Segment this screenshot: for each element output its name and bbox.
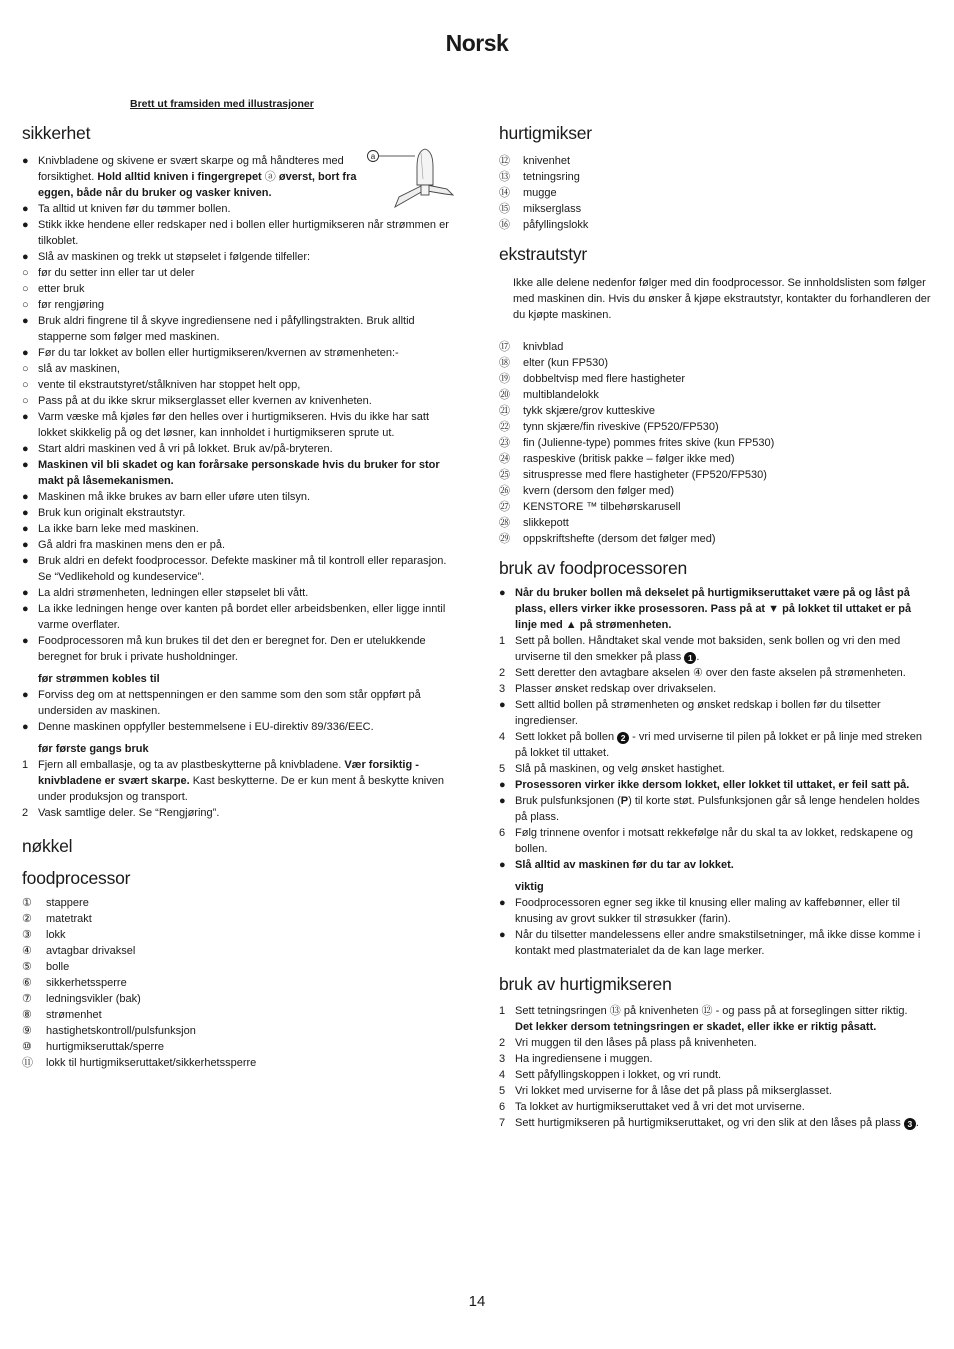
safety-item: ● Bruk aldri fingrene til å skyve ingrediensene ned i påfyllingstrakten. Bruk alltid stapperne som følger med maskinen. xyxy=(22,315,415,343)
bullet-icon: ● xyxy=(499,859,506,871)
safety-item: ● Slå av maskinen og trekk ut støpselet i følgende tilfeller: xyxy=(22,251,311,263)
safety-subitem: ○ slå av maskinen, xyxy=(22,363,120,375)
item-label: bolle xyxy=(46,961,70,973)
circle-bullet-icon: ○ xyxy=(22,395,29,407)
accessory-list-item xyxy=(499,355,933,371)
item-number: ㉙ xyxy=(499,533,510,545)
item-label: matetrakt xyxy=(46,913,92,925)
usage-step: 6 Følg trinnene ovenfor i motsatt rekkefølge når du skal ta av lokket, redskapene og bollen. xyxy=(499,827,914,855)
usage-step: 5 Slå på maskinen, og velg ønsket hastighet. xyxy=(499,763,725,775)
bullet-icon: ● xyxy=(22,203,29,215)
item-number: ㉘ xyxy=(499,517,510,529)
arrow-down-icon: ▼ xyxy=(768,603,780,615)
part-list-item xyxy=(22,943,454,959)
bullet-icon: ● xyxy=(499,795,506,807)
safety-item: ● Varm væske må kjøles før den helles over i hurtigmikseren. Hvis du ikke har satt lokket skikkelig på og det løsner, kan innholdet i hurtigmikseren sprute ut. xyxy=(22,411,430,439)
usage-step: 3 Plasser ønsket redskap over drivakselen. xyxy=(499,683,717,695)
item-number: ⑲ xyxy=(499,373,510,385)
item-label: dobbeltvisp med flere hastigheter xyxy=(523,373,686,385)
bullet-icon: ● xyxy=(499,699,506,711)
bullet-icon: ● xyxy=(22,411,29,423)
item-number: ⑥ xyxy=(22,977,32,989)
part-list-item xyxy=(22,911,454,927)
item-number: ⑫ xyxy=(499,155,510,167)
bullet-icon: ● xyxy=(22,523,29,535)
safety-subitem: ○ før du setter inn eller tar ut deler xyxy=(22,267,195,279)
accessory-list-item xyxy=(499,371,933,387)
circle-bullet-icon: ○ xyxy=(22,299,29,311)
bullet-icon: ● xyxy=(22,219,29,231)
item-number: ⑩ xyxy=(22,1041,32,1053)
safety-item: ● Bruk aldri en defekt foodprocessor. Defekte maskiner må til kontroll eller reparasjon. Se “Vedlikehold og kundeservice”. xyxy=(22,555,447,583)
circle-bullet-icon: ○ xyxy=(22,379,29,391)
section-heading-foodprocessor: foodprocessor xyxy=(22,868,131,888)
section-heading-hurtigmikser: hurtigmikser xyxy=(499,123,592,143)
safety-item: ● Før du tar lokket av bollen eller hurtigmikseren/kvernen av strømenheten:- xyxy=(22,347,399,359)
important-item: ● Foodprocessoren egner seg ikke til knusing eller maling av kaffebønner, eller til knusing av grovt sukker til strøsukker (farin). xyxy=(499,897,900,925)
figure-badge-icon: 3 xyxy=(904,1118,916,1130)
item-number: ② xyxy=(22,913,32,925)
part-list-item xyxy=(499,217,933,233)
blender-step: 6 Ta lokket av hurtigmikseruttaket ved å vri det mot urviserne. xyxy=(499,1101,805,1113)
bullet-icon: ● xyxy=(499,897,506,909)
accessory-list-item xyxy=(499,339,933,355)
bullet-icon: ● xyxy=(22,491,29,503)
blender-step: 3 Ha ingrediensene i muggen. xyxy=(499,1053,653,1065)
item-label: stappere xyxy=(46,897,89,909)
blender-warning: Det lekker dersom tetningsringen er skadet, eller ikke er riktig påsatt. xyxy=(515,1021,877,1033)
accessory-list-item xyxy=(499,387,933,403)
item-label: fin (Julienne-type) pommes frites skive (kun FP530) xyxy=(523,437,775,449)
pulse-icon: P xyxy=(620,795,629,807)
safety-subitem: ○ Pass på at du ikke skrur mikserglasset eller kvernen av knivenheten. xyxy=(22,395,372,407)
item-number: ㉑ xyxy=(499,405,510,417)
safety-item: ● Stikk ikke hendene eller redskaper ned i bollen eller hurtigmikseren når strømmen er tilkoblet. xyxy=(22,219,449,247)
item-number: ⑨ xyxy=(22,1025,32,1037)
item-label: sikkerhetssperre xyxy=(46,977,127,989)
item-number: ⑭ xyxy=(499,187,510,199)
first-use-step: 1 Fjern all emballasje, og ta av plastbeskytterne på knivbladene. Vær forsiktig - knivbladene er svært skarpe. Kast beskytterne. De er kun ment å beskytte kniven under produksjon og transport. xyxy=(22,759,444,803)
bullet-icon: ● xyxy=(22,587,29,599)
figure-badge-icon: 2 xyxy=(617,732,629,744)
item-label: påfyllingslokk xyxy=(523,219,589,231)
first-use-step: 2 Vask samtlige deler. Se “Rengjøring”. xyxy=(22,807,220,819)
item-label: kvern (dersom den følger med) xyxy=(523,485,674,497)
part-list-item xyxy=(22,1055,454,1071)
item-label: avtagbar drivaksel xyxy=(46,945,136,957)
bullet-icon: ● xyxy=(22,689,29,701)
item-number: ① xyxy=(22,897,32,909)
page-title: Norsk xyxy=(445,30,509,56)
part-list-item xyxy=(22,1007,454,1023)
accessory-list-item xyxy=(499,435,933,451)
part-list-item xyxy=(22,1023,454,1039)
circle-bullet-icon: ○ xyxy=(22,283,29,295)
item-label: strømenhet xyxy=(46,1009,102,1021)
circle-bullet-icon: ○ xyxy=(22,267,29,279)
arrow-up-icon: ▲ xyxy=(565,619,577,631)
part-list-item xyxy=(499,201,933,217)
bullet-icon: ● xyxy=(22,315,29,327)
page-number: 14 xyxy=(468,1293,486,1310)
bullet-icon: ● xyxy=(499,587,506,599)
bullet-icon: ● xyxy=(22,603,29,615)
safety-subitem: ○ etter bruk xyxy=(22,283,85,295)
safety-subitem: ○ før rengjøring xyxy=(22,299,105,311)
item-label: tynn skjære/fin riveskive (FP520/FP530) xyxy=(523,421,719,433)
bullet-icon: ● xyxy=(499,779,506,791)
item-label: hastighetskontroll/pulsfunksjon xyxy=(46,1025,196,1037)
usage-step: 2 Sett deretter den avtagbare akselen ④ over den faste akselen på strømenheten. xyxy=(499,667,906,679)
item-label: knivblad xyxy=(523,341,564,353)
usage-item: ● Slå alltid av maskinen før du tar av lokket. xyxy=(499,859,734,871)
part-list-item xyxy=(22,927,454,943)
part-list-item xyxy=(22,959,454,975)
item-label: raspeskive (britisk pakke – følger ikke med) xyxy=(523,453,735,465)
accessory-list-item xyxy=(499,483,933,499)
item-label: mikserglass xyxy=(523,203,582,215)
item-number: ⑦ xyxy=(22,993,32,1005)
important-item: ● Når du tilsetter mandelessens eller andre smakstilsetninger, må ikke disse komme i kontakt med plastmaterialet da de kan lage merker. xyxy=(499,929,921,957)
blender-step: 5 Vri lokket med urviserne for å låse det på plass på mikserglasset. xyxy=(499,1085,832,1097)
usage-item: ● Sett alltid bollen på strømenheten og ønsket redskap i bollen før du tilsetter ingredienser. xyxy=(499,699,881,727)
power-item: ● Denne maskinen oppfyller bestemmelsene i EU-direktiv 89/336/EEC. xyxy=(22,721,374,733)
item-number: ⑤ xyxy=(22,961,32,973)
safety-item: ● Gå aldri fra maskinen mens den er på. xyxy=(22,539,226,551)
safety-item: ● Start aldri maskinen ved å vri på lokket. Bruk av/på-bryteren. xyxy=(22,443,333,455)
item-label: knivenhet xyxy=(523,155,571,167)
bullet-icon: ● xyxy=(22,507,29,519)
bullet-icon: ● xyxy=(22,721,29,733)
part-list-item xyxy=(499,169,933,185)
safety-item: ● La ikke ledningen henge over kanten på bordet eller arbeidsbenken, eller ligge inntil varme overflater. xyxy=(22,603,446,631)
accessory-list-item xyxy=(499,515,933,531)
item-label: mugge xyxy=(523,187,557,199)
left-column xyxy=(22,120,454,1071)
accessory-list-item xyxy=(499,403,933,419)
subheading-power: før strømmen kobles til xyxy=(38,673,160,685)
blender-step: 1 Sett tetningsringen ⑬ på knivenheten ⑫ - og pass på at forseglingen sitter riktig. xyxy=(499,1005,908,1017)
item-number: ㉗ xyxy=(499,501,510,513)
bullet-icon: ● xyxy=(22,555,29,567)
item-number: ⑬ xyxy=(499,171,510,183)
part-list-item xyxy=(22,895,454,911)
item-number: ④ xyxy=(22,945,32,957)
item-number: ㉔ xyxy=(499,453,510,465)
usage-item: ● Bruk pulsfunksjonen (P) til korte støt. Pulsfunksjonen går så lenge hendelen holdes på plass. xyxy=(499,795,920,823)
item-number: ㉖ xyxy=(499,485,510,497)
item-label: tykk skjære/grov kutteskive xyxy=(523,405,656,417)
part-list-item xyxy=(499,185,933,201)
item-label: lokk xyxy=(46,929,66,941)
bullet-icon: ● xyxy=(499,929,506,941)
part-list-item xyxy=(22,991,454,1007)
item-label: lokk til hurtigmikseruttaket/sikkerhetssperre xyxy=(46,1057,257,1069)
item-number: ⑮ xyxy=(499,203,510,215)
part-list-item xyxy=(22,1039,454,1055)
item-number: ⑪ xyxy=(22,1057,33,1069)
item-label: sitruspresse med flere hastigheter (FP520/FP530) xyxy=(523,469,767,481)
accessory-list-item xyxy=(499,451,933,467)
item-label: oppskriftshefte (dersom det følger med) xyxy=(523,533,716,545)
item-number: ③ xyxy=(22,929,32,941)
ekstrautstyr-intro: Ikke alle delene nedenfor følger med din foodprocessor. Se innholdslisten som følger med maskinen din. Hvis du ønsker å kjøpe ekstrautstyr, kontakter du forhandleren der du kjøpte maskinen. xyxy=(513,277,931,321)
safety-item: ● La ikke barn leke med maskinen. xyxy=(22,523,199,535)
subheading-viktig: viktig xyxy=(515,881,544,893)
item-label: slikkepott xyxy=(523,517,569,529)
power-item: ● Forviss deg om at nettspenningen er den samme som den som står oppført på undersiden av maskinen. xyxy=(22,689,421,717)
usage-step: 1 Sett på bollen. Håndtaket skal vende mot baksiden, senk bollen og vri den med urviserne til den smekker på plass 1 . xyxy=(499,635,901,663)
item-number: ㉓ xyxy=(499,437,510,449)
accessory-list-item xyxy=(499,499,933,515)
section-heading-nokkel: nøkkel xyxy=(22,836,73,856)
safety-item: ● Ta alltid ut kniven før du tømmer bollen. xyxy=(22,203,231,215)
safety-item: ● Foodprocessoren må kun brukes til det den er beregnet for. Den er utelukkende beregnet for bruk i private husholdninger. xyxy=(22,635,426,663)
section-heading-ekstrautstyr: ekstrautstyr xyxy=(499,244,588,264)
item-label: multiblandelokk xyxy=(523,389,599,401)
item-number: ㉕ xyxy=(499,469,510,481)
figure-badge-icon: 1 xyxy=(684,652,696,664)
ekstrautstyr-list xyxy=(499,339,933,547)
item-label: tetningsring xyxy=(523,171,580,183)
right-column xyxy=(499,120,933,1131)
section-heading-bruk-foodprocessoren: bruk av foodprocessoren xyxy=(499,558,688,578)
safety-item: ● Knivbladene og skivene er svært skarpe og må håndteres med forsiktighet. Hold alltid kniven i fingergrepet ⓐ øverst, bort fra eggen, både når du bruker og vasker kniven. xyxy=(22,155,357,199)
section-heading-sikkerhet: sikkerhet xyxy=(22,123,91,143)
item-label: KENSTORE ™ tilbehørskarusell xyxy=(523,501,681,513)
usage-step: 4 Sett lokket på bollen 2 - vri med urviserne til pilen på lokket er på linje med streken på lokket til uttaket. xyxy=(499,731,922,759)
usage-item: ● Når du bruker bollen må dekselet på hurtigmikseruttaket være på og låst på plass, ellers virker ikke prosessoren. Pass på at ▼ på lokket til uttaket er på linje med ▲ på strømenheten. xyxy=(499,587,912,631)
bullet-icon: ● xyxy=(22,539,29,551)
item-label: hurtigmikseruttak/sperre xyxy=(46,1041,164,1053)
bullet-icon: ● xyxy=(22,155,29,167)
item-number: ⑰ xyxy=(499,341,510,353)
safety-subitem: ○ vente til ekstrautstyret/stålkniven har stoppet helt opp, xyxy=(22,379,301,391)
safety-item: ● Bruk kun originalt ekstrautstyr. xyxy=(22,507,186,519)
part-list-item xyxy=(499,153,933,169)
foodprocessor-parts-list xyxy=(22,895,454,1071)
accessory-list-item xyxy=(499,419,933,435)
usage-item: ● Prosessoren virker ikke dersom lokket, eller lokket til uttaket, er feil satt på. xyxy=(499,779,910,791)
bullet-icon: ● xyxy=(22,459,29,471)
accessory-list-item xyxy=(499,531,933,547)
bullet-icon: ● xyxy=(22,635,29,647)
safety-item: ● La aldri strømenheten, ledningen eller støpselet bli vått. xyxy=(22,587,309,599)
section-heading-bruk-hurtigmikseren: bruk av hurtigmikseren xyxy=(499,974,672,994)
accessory-list-item xyxy=(499,467,933,483)
figure-label: a xyxy=(370,152,376,161)
blender-step: 2 Vri muggen til den låses på plass på knivenheten. xyxy=(499,1037,757,1049)
blender-step: 7 Sett hurtigmikseren på hurtigmikseruttaket, og vri den slik at den låses på plass 3 . xyxy=(499,1117,919,1129)
item-number: ⑳ xyxy=(499,389,510,401)
part-list-item xyxy=(22,975,454,991)
bullet-icon: ● xyxy=(22,251,29,263)
subheading-first-use: før første gangs bruk xyxy=(38,743,149,755)
item-number: ⑯ xyxy=(499,219,510,231)
item-label: ledningsvikler (bak) xyxy=(46,993,141,1005)
item-label: elter (kun FP530) xyxy=(523,357,608,369)
bullet-icon: ● xyxy=(22,347,29,359)
blender-step: 4 Sett påfyllingskoppen i lokket, og vri rundt. xyxy=(499,1069,722,1081)
item-number: ⑧ xyxy=(22,1009,32,1021)
fold-out-note: Brett ut framsiden med illustrasjoner xyxy=(130,98,314,110)
bullet-icon: ● xyxy=(22,443,29,455)
safety-item: ● Maskinen vil bli skadet og kan forårsake personskade hvis du bruker for stor makt på låsemekanismen. xyxy=(22,459,440,487)
circle-bullet-icon: ○ xyxy=(22,363,29,375)
hurtigmikser-parts-list xyxy=(499,153,933,233)
item-number: ⑱ xyxy=(499,357,510,369)
safety-item: ● Maskinen må ikke brukes av barn eller uføre uten tilsyn. xyxy=(22,491,311,503)
item-number: ㉒ xyxy=(499,421,510,433)
